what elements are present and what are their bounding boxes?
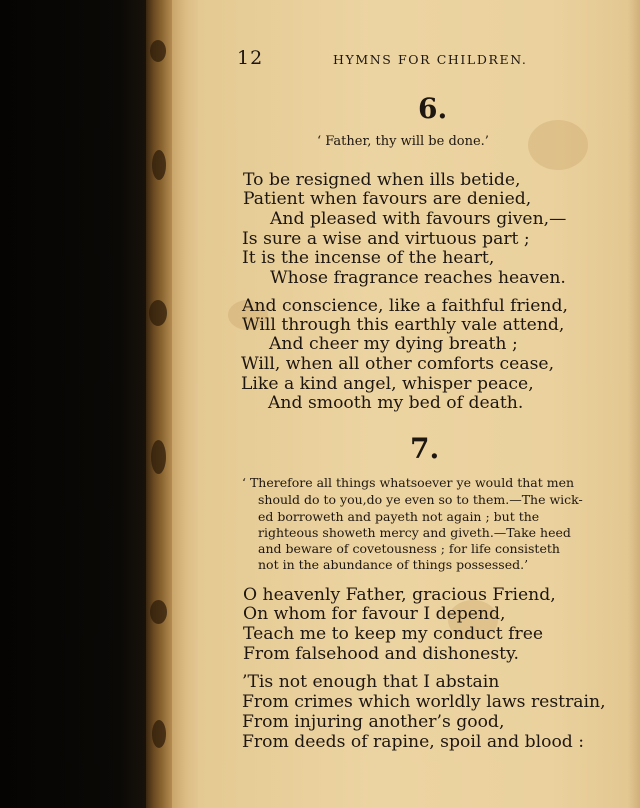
verse-line: Will through this earthly vale attend, <box>242 315 565 335</box>
verse-line: And smooth my bed of death. <box>268 393 524 413</box>
spine-stain <box>150 600 167 624</box>
verse-line: And cheer my dying breath ; <box>269 334 518 354</box>
spine-stain <box>152 150 166 180</box>
running-title: HYMNS FOR CHILDREN. <box>333 52 528 67</box>
verse-line: Like a kind angel, whisper peace, <box>241 374 534 394</box>
epigraph-line: should do to you,do ye even so to them.—The wick- <box>258 492 583 507</box>
verse-line: Patient when favours are denied, <box>243 189 532 209</box>
hymn-number: 7. <box>410 432 440 465</box>
spine-stain <box>151 440 166 474</box>
hymn-number: 6. <box>418 92 448 125</box>
dark-background <box>0 0 150 808</box>
spine-stain <box>152 720 166 748</box>
verse-line: On whom for favour I depend, <box>243 604 506 624</box>
verse-line: From crimes which worldly laws restrain, <box>242 692 606 712</box>
page-gutter <box>172 0 200 808</box>
verse-line: To be resigned when ills betide, <box>243 170 521 190</box>
verse-line: Teach me to keep my conduct free <box>243 624 544 644</box>
verse-line: From falsehood and dishonesty. <box>243 644 519 664</box>
verse-line: And conscience, like a faithful friend, <box>242 296 568 316</box>
spine-stain <box>150 40 166 62</box>
verse-line: O heavenly Father, gracious Friend, <box>243 585 556 605</box>
verse-line: Whose fragrance reaches heaven. <box>270 268 566 288</box>
epigraph-line: ed borroweth and payeth not again ; but the <box>258 509 540 524</box>
page-number: 12 <box>237 47 264 69</box>
verse-line: ’Tis not enough that I abstain <box>242 672 500 692</box>
hymn-epigraph: ‘ Father, thy will be done.’ <box>317 134 489 149</box>
verse-line: From deeds of rapine, spoil and blood : <box>242 732 585 752</box>
paper-foxing <box>528 120 588 170</box>
verse-line: And pleased with favours given,— <box>270 209 567 229</box>
page-edge-shadow <box>628 0 640 808</box>
verse-line: From injuring another’s good, <box>242 712 505 732</box>
epigraph-line: righteous showeth mercy and giveth.—Take heed <box>258 525 571 540</box>
verse-line: Is sure a wise and virtuous part ; <box>242 229 530 249</box>
book-spine <box>146 0 172 808</box>
epigraph-line: and beware of covetousness ; for life consisteth <box>258 541 560 556</box>
spine-stain <box>149 300 167 326</box>
epigraph-line: ‘ Therefore all things whatsoever ye would that men <box>242 475 575 490</box>
verse-line: Will, when all other comforts cease, <box>241 354 555 374</box>
verse-line: It is the incense of the heart, <box>242 248 495 268</box>
epigraph-line: not in the abundance of things possessed.’ <box>258 557 529 572</box>
